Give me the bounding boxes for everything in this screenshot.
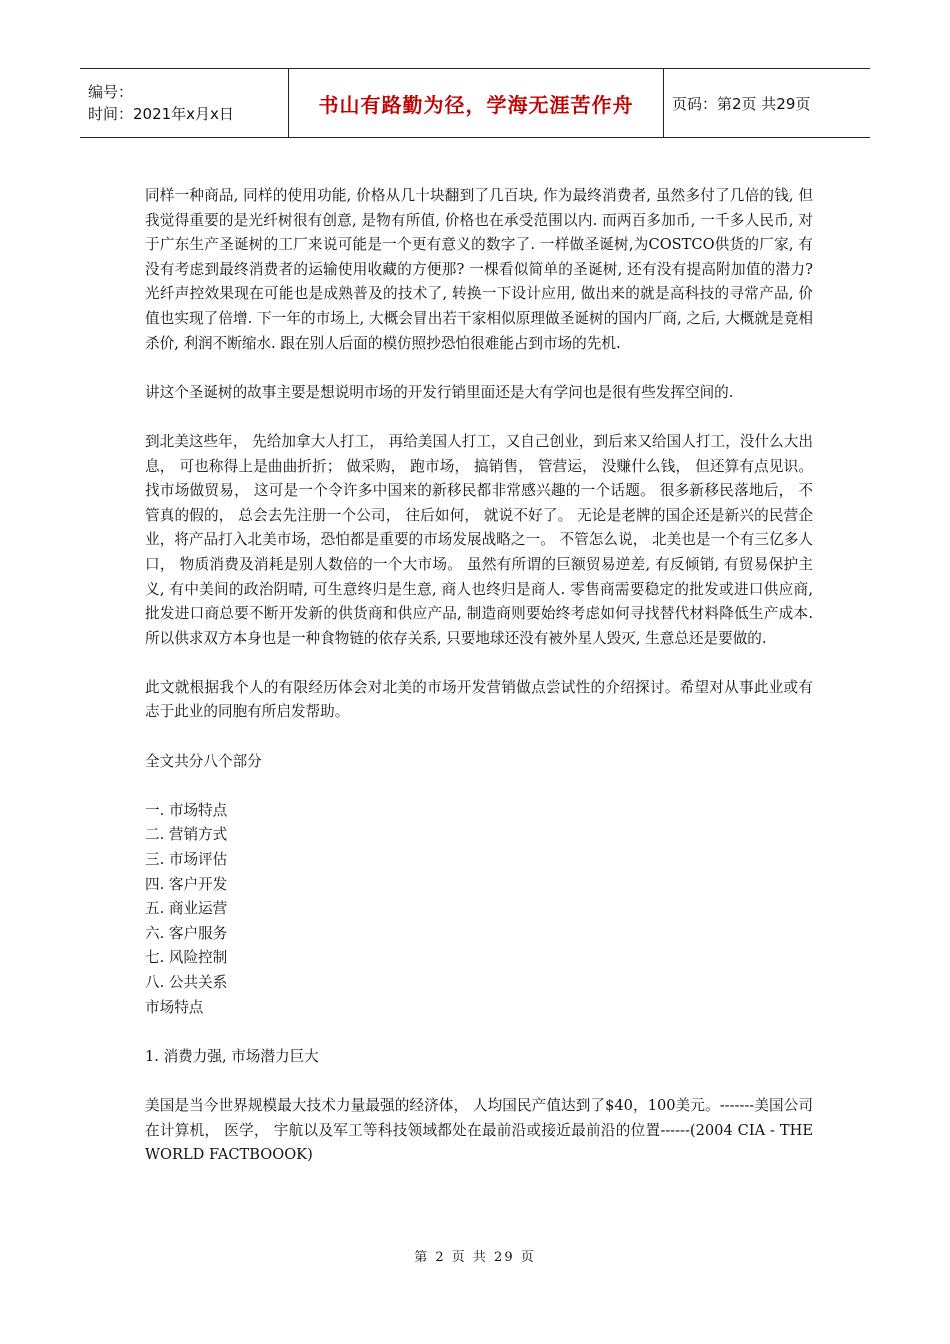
header-page-info: 页码：第2页 共29页 — [672, 94, 811, 113]
toc-item: 四. 客户开发 — [145, 875, 228, 893]
subsection-title: 1. 消费力强, 市场潜力巨大 — [145, 1047, 319, 1065]
toc-item: 三. 市场评估 — [145, 851, 228, 869]
document-body — [145, 184, 813, 1168]
paragraph: 此文就根据我个人的有限经历体会对北美的市场开发营销做点尝试性的介绍探讨。希望对从事此业或有志于此业的同胞有所启发帮助。 — [145, 678, 813, 721]
toc-item: 六. 客户服务 — [145, 924, 228, 942]
toc-item: 一. 市场特点 — [145, 801, 228, 819]
serial-label: 编号： — [88, 83, 134, 101]
paragraph: 讲这个圣诞树的故事主要是想说明市场的开发行销里面还是大有学问也是很有些发挥空间的. — [145, 383, 734, 401]
section-title: 市场特点 — [145, 998, 204, 1016]
paragraph: 同样一种商品, 同样的使用功能, 价格从几十块翻到了几百块, 作为最终消费者, 虽然多付了几倍的钱, 但我觉得重要的是光纤树很有创意, 是物有所值, 价格也在承受范围以内. 而两百多加币, 一千多人民币, 对于广东生产圣诞树的工厂来说可能是一个更有意义的数字了. 一样做圣诞树,为COSTCO供货的厂家, 有没有考虑到最终消费者的运输使用收藏的方便那? 一棵看似简单的圣诞树, 还有没有提高附加值的潜力? 光纤声控效果现在可能也是成熟普及的技术了, 转换一下设计应用, 做出来的就是高科技的寻常产品, 价值也实现了倍增. 下一年的市场上, 大概会冒出若干家相似原理做圣诞树的国内厂商, 之后, 大概就是竟相杀价, 利润不断缩水. 跟在别人后面的模仿照抄恐怕很难能占到市场的先机. — [145, 187, 813, 352]
page-footer: 第 2 页 共 29 页 — [414, 1250, 536, 1265]
toc-item: 八. 公共关系 — [145, 974, 228, 991]
paragraph: 到北美这些年， 先给加拿大人打工， 再给美国人打工，又自己创业，到后来又给国人打工，没什么大出息， 可也称得上是曲曲折折； 做采购， 跑市场， 搞销售， 管营运， 没赚什么钱， 但还算有点见识。 找市场做贸易， 这可是一个令许多中国来的新移民都非常感兴趣的一个话题。 很多新移民落地后， 不管真的假的， 总会去先注册一个公司， 往后如何， 就说不好了。 无论是老牌的国企还是新兴的民营企业，将产品打入北美市场，恐怕都是重要的市场发展战略之一。 不管怎么说， 北美也是一个有三亿多人口， 物质消费及消耗是别人数倍的一个大市场。 虽然有所谓的巨额贸易逆差, 有反倾销, 有贸易保护主义, 有中美间的政治阴晴, 可生意终归是生意, 商人也终归是商人. 零售商需要稳定的批发或进口供应商, 批发进口商总要不断开发新的供货商和供应产品, 制造商则要始终考虑如何寻找替代材料降低生产成本. 所以供求双方本身也是一种食物链的依存关系, 只要地球还没有被外星人毁灭, 生意总还是要做的. — [145, 432, 813, 647]
table-of-contents — [145, 799, 813, 996]
date-text: 时间：2021年x月x日 — [88, 105, 234, 123]
paragraph: 美国是当今世界规模最大技术力量最强的经济体， 人均国民产值达到了$40，100美元。-------美国公司在计算机， 医学， 宇航以及军工等科技领域都处在最前沿或接近最前沿的位置------(2004 CIA - THE WORLD FACTBOOOK) — [145, 1096, 813, 1164]
paragraph: 全文共分八个部分 — [145, 752, 262, 770]
toc-item: 二. 营销方式 — [145, 826, 228, 844]
toc-item: 五. 商业运营 — [145, 900, 228, 918]
header-meta — [80, 69, 288, 137]
header-motto: 书山有路勤为径，学海无涯苦作舟 — [288, 69, 664, 137]
page-header — [80, 68, 870, 138]
toc-item: 七. 风险控制 — [145, 949, 228, 967]
